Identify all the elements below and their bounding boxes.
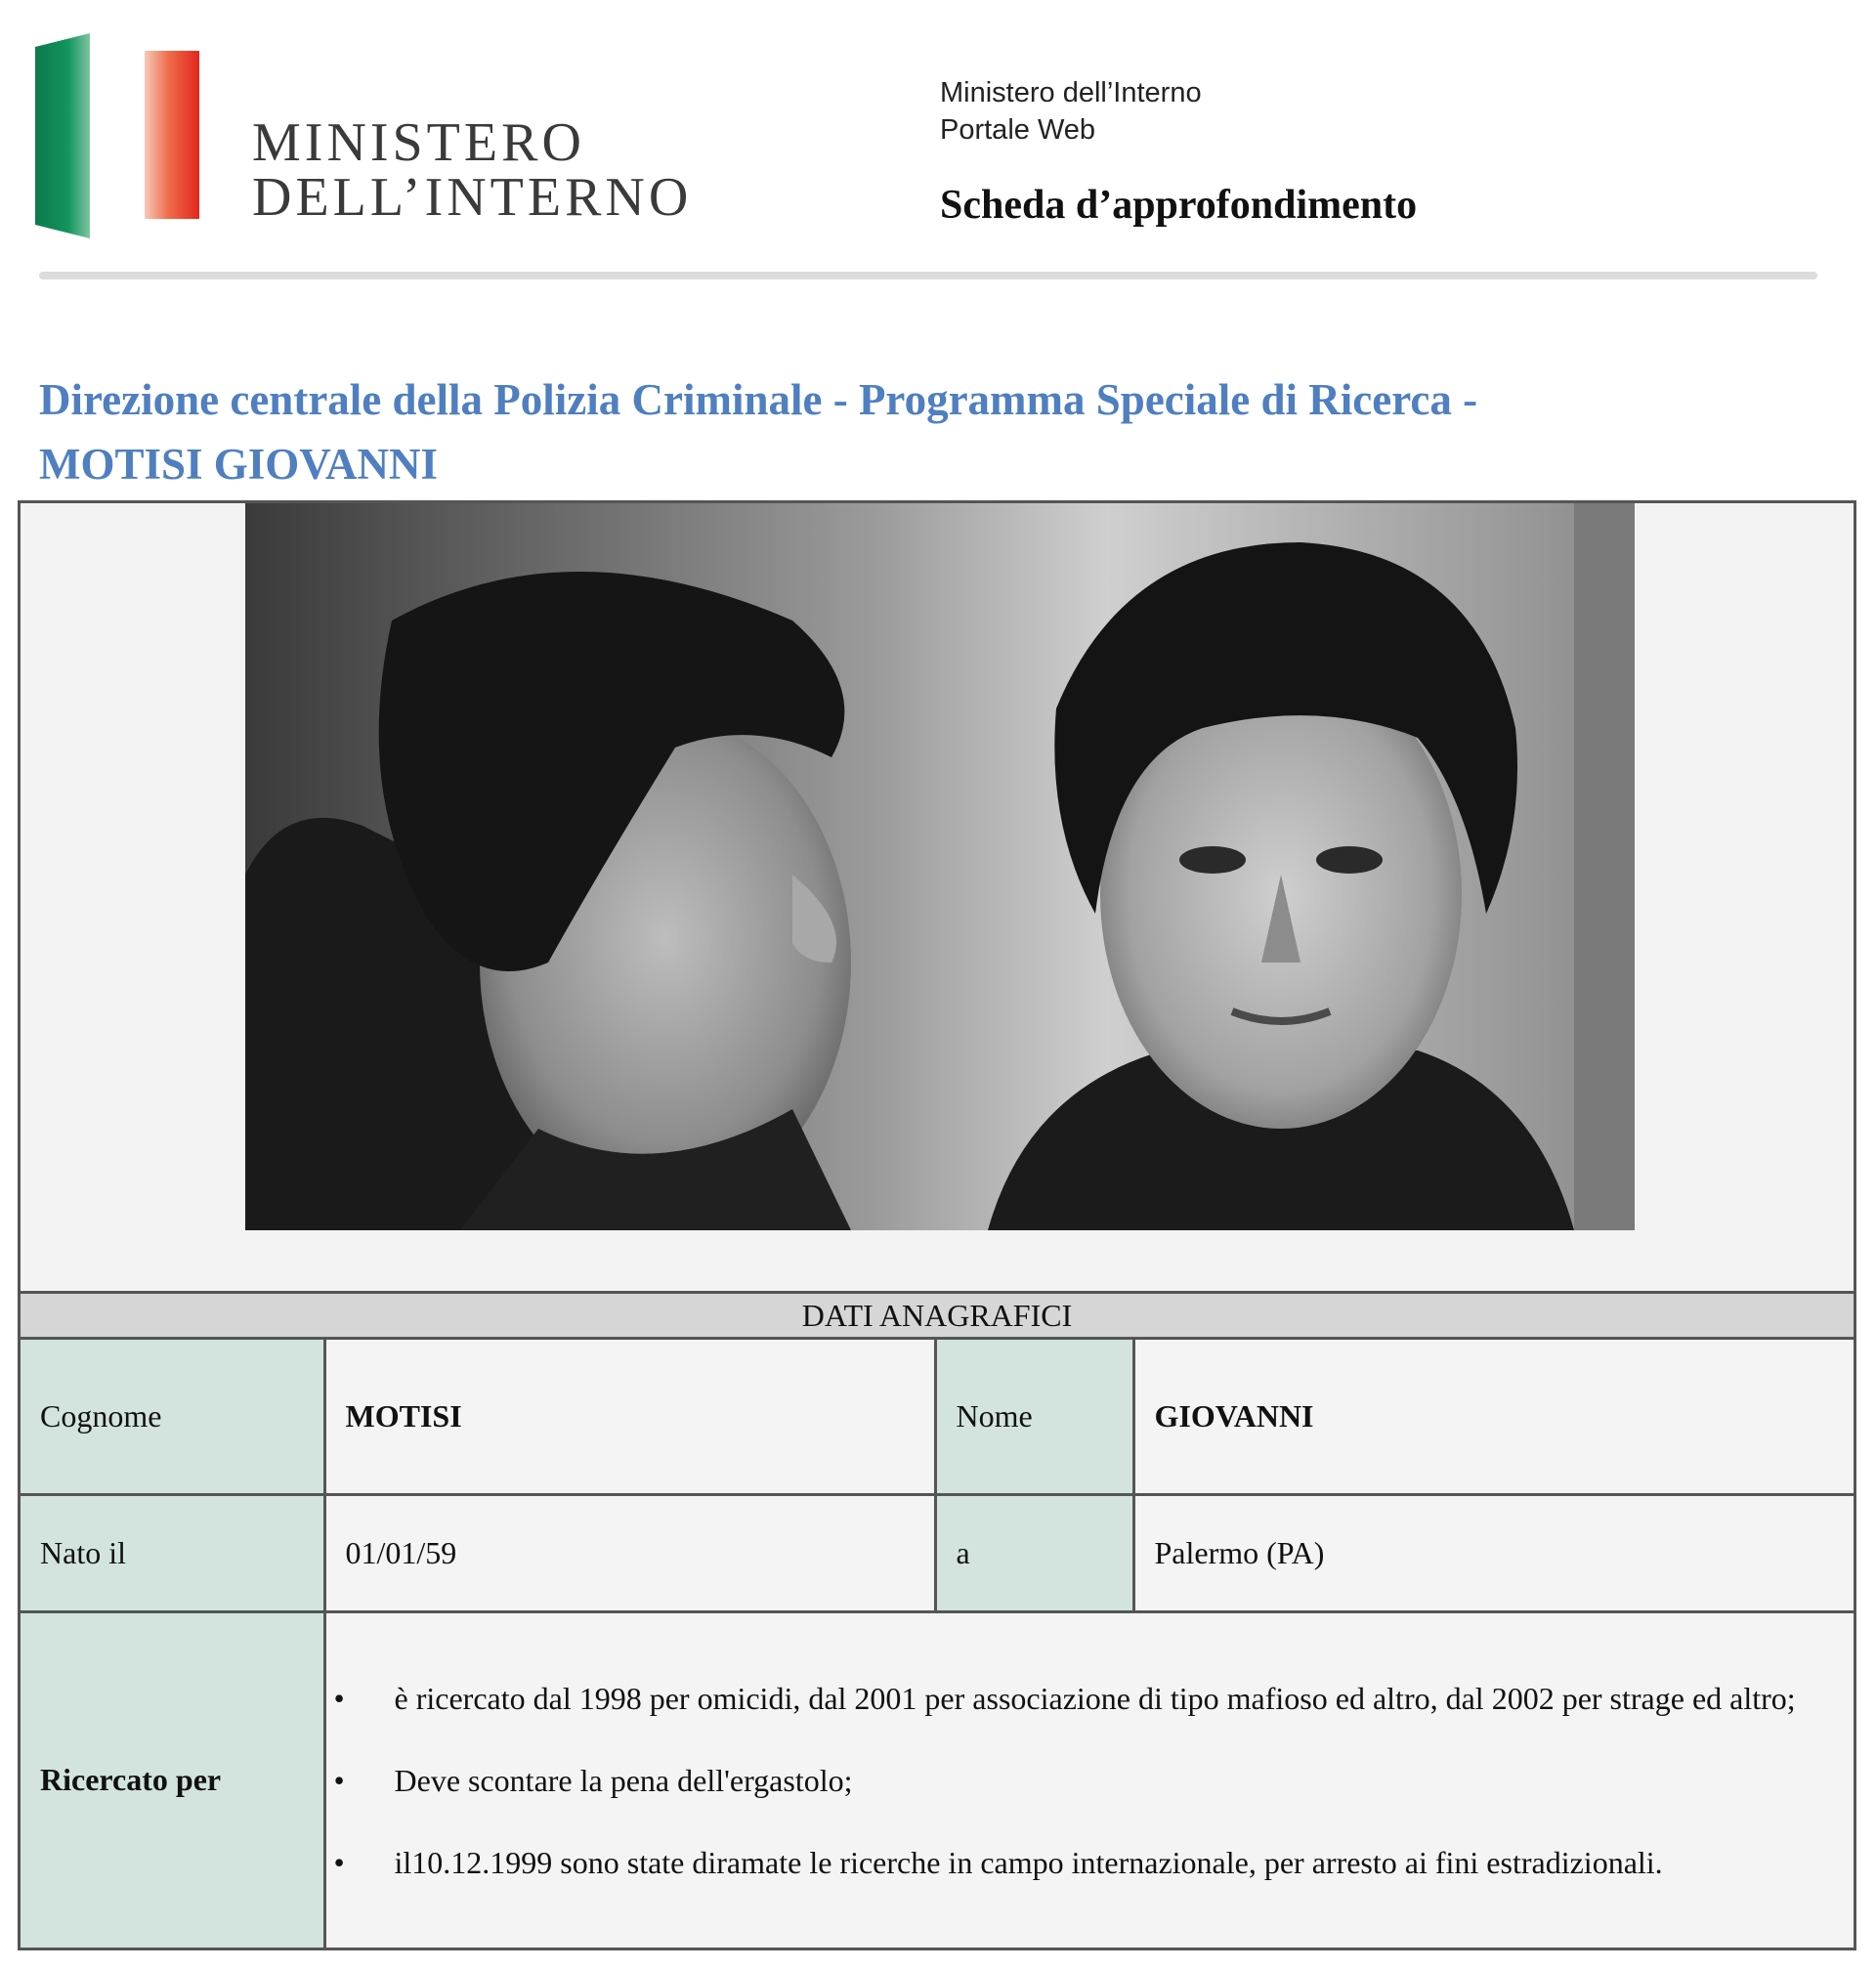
section-heading: DATI ANAGRAFICI — [21, 1291, 1854, 1340]
birthdate-value: 01/01/59 — [324, 1494, 935, 1611]
list-item: • è ricercato dal 1998 per omicidi, dal 2001 per associazione di tipo mafioso ed altro, dal 2002 per strage ed altro; — [395, 1678, 1835, 1719]
ministry-logotype — [252, 112, 693, 228]
wanted-for-value — [324, 1611, 1854, 1948]
portal-line-1: Ministero dell’Interno — [940, 77, 1202, 108]
logo-line-2: DELL’INTERNO — [252, 167, 693, 228]
mugshot-photo — [245, 503, 1635, 1230]
document-kind: Scheda d’approfondimento — [940, 183, 1418, 228]
name-value: GIOVANNI — [1133, 1340, 1854, 1494]
table-row — [21, 1611, 1854, 1948]
page-header — [0, 0, 1876, 293]
charges-list — [326, 1660, 1855, 1901]
list-item: • Deve scontare la pena dell'ergastolo; — [395, 1760, 1835, 1801]
record-card — [18, 500, 1856, 1950]
birthplace-value: Palermo (PA) — [1133, 1494, 1854, 1611]
wanted-for-label: Ricercato per — [21, 1611, 324, 1948]
surname-value: MOTISI — [324, 1340, 935, 1494]
surname-label: Cognome — [21, 1340, 324, 1494]
table-row — [21, 1340, 1854, 1494]
birthdate-label: Nato il — [21, 1494, 324, 1611]
title-line-2: MOTISI GIOVANNI — [39, 440, 439, 489]
portal-info — [940, 74, 1202, 149]
name-label: Nome — [935, 1340, 1133, 1494]
header-divider — [39, 272, 1817, 279]
page-title — [39, 367, 1817, 496]
personal-data-table — [21, 1340, 1854, 1948]
title-line-1: Direzione centrale della Polizia Criminale - Programma Speciale di Ricerca - — [39, 375, 1478, 424]
logo-line-1: MINISTERO — [252, 112, 585, 173]
birthplace-label: a — [935, 1494, 1133, 1611]
italian-flag-logo-icon — [35, 33, 211, 238]
list-item: • il10.12.1999 sono state diramate le ricerche in campo internazionale, per arresto ai fini estradizionali. — [395, 1842, 1835, 1883]
portal-line-2: Portale Web — [940, 114, 1096, 146]
table-row — [21, 1494, 1854, 1611]
